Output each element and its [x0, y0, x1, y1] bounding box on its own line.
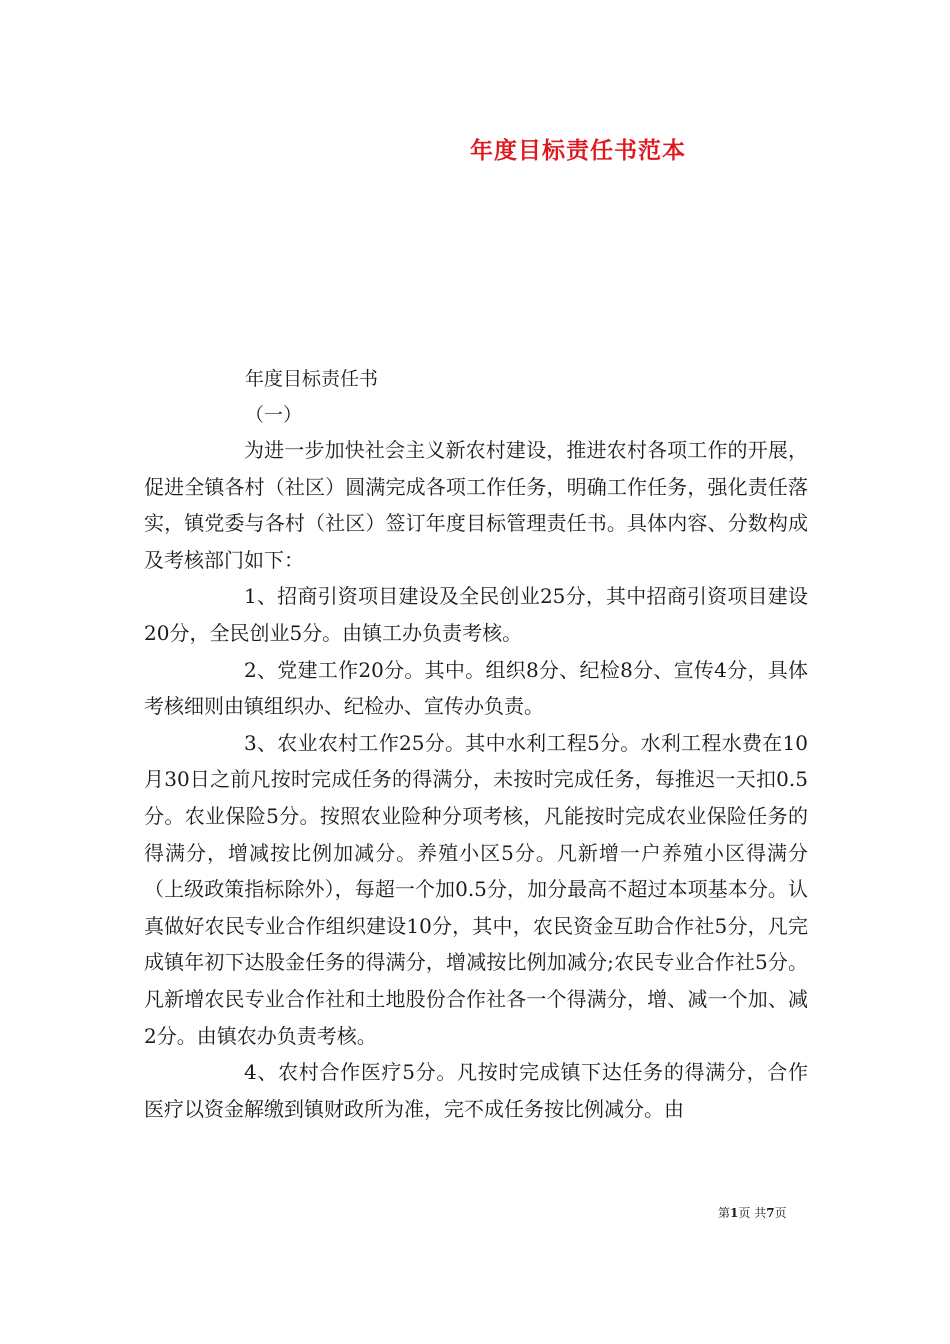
paragraph-item-3: 3、农业农村工作25分。其中水利工程5分。水利工程水费在10月30日之前凡按时完成任务的得满分，未按时完成任务，每推迟一天扣0.5分。农业保险5分。按照农业险种分项考核，凡能按时完成农业保险任务的得满分，增减按比例加减分。养殖小区5分。凡新增一户养殖小区得满分（上级政策指标除外），每超一个加0.5分，加分最高不超过本项基本分。认真做好农民专业合作组织建设10分，其中，农民资金互助合作社5分，凡完成镇年初下达股金任务的得满分，增减按比例加减分;农民专业合作社5分。凡新增农民专业合作社和土地股份合作社各一个得满分，增、减一个加、减2分。由镇农办负责考核。 — [144, 730, 808, 1048]
document-title: 年度目标责任书范本 — [470, 137, 686, 164]
paragraph-item-2: 2、党建工作20分。其中。组织8分、纪检8分、宣传4分，具体考核细则由镇组织办、纪检办、宣传办负责。 — [144, 657, 808, 719]
footer-middle: 页 共 — [738, 1206, 767, 1220]
section-heading: 年度目标责任书 — [245, 368, 379, 390]
paragraph-item-1: 1、招商引资项目建设及全民创业25分，其中招商引资项目建设20分，全民创业5分。由镇工办负责考核。 — [144, 584, 808, 645]
footer-total-pages: 7 — [766, 1206, 775, 1220]
footer-current-page: 1 — [730, 1206, 739, 1220]
section-subheading: （一） — [245, 404, 303, 426]
page-number-footer — [718, 1204, 787, 1221]
paragraph-intro: 为进一步加快社会主义新农村建设，推进农村各项工作的开展，促进全镇各村（社区）圆满完成各项工作任务，明确工作任务，强化责任落实，镇党委与各村（社区）签订年度目标管理责任书。具体内容、分数构成及考核部门如下： — [144, 438, 808, 572]
footer-suffix: 页 — [774, 1206, 787, 1220]
body-text — [144, 432, 808, 1127]
footer-prefix: 第 — [718, 1206, 731, 1220]
paragraph-item-4: 4、农村合作医疗5分。凡按时完成镇下达任务的得满分，合作医疗以资金解缴到镇财政所为准，完不成任务按比例减分。由 — [144, 1060, 808, 1121]
